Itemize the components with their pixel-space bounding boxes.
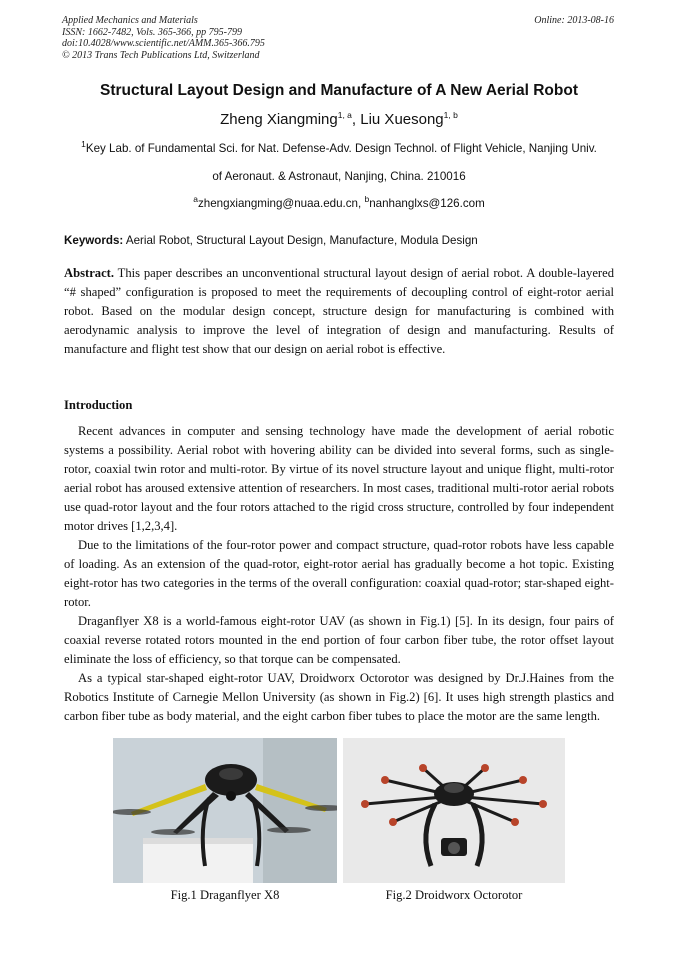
draganflyer-illustration xyxy=(113,738,337,883)
affiliation-line-1 xyxy=(0,139,678,155)
figure-2-caption: Fig.2 Droidworx Octorotor xyxy=(385,888,523,902)
online-date: Online: 2013-08-16 xyxy=(534,15,614,26)
email-b: nanhanglxs@126.com xyxy=(369,197,485,210)
paper-title: Structural Layout Design and Manufacture of A New Aerial Robot xyxy=(100,82,578,99)
issn-line: ISSN: 1662-7482, Vols. 365-366, pp 795-799 xyxy=(62,26,242,38)
running-header xyxy=(62,15,265,61)
intro-paragraph-1: Recent advances in computer and sensing technology have made the development of aerial robotic systems a possibility. Aerial robot with hovering ability can be divided into several forms, such as single-rotor, coaxial twin rotor and multi-rotor. By virtue of its novel structure layout and unique flight, multi-rotor aerial robot has aroused extensive attention of researchers. In most cases, traditional multi-rotor aerial robots use quad-rotor layout and the four rotors attached to the rigid cross structure, controlled by four independent motor drives [1,2,3,4]. xyxy=(64,424,614,533)
abstract xyxy=(64,264,614,359)
author-line xyxy=(0,111,678,128)
introduction-heading: Introduction xyxy=(64,398,133,412)
copyright-line: © 2013 Trans Tech Publications Ltd, Switzerland xyxy=(62,49,260,61)
doi-line: doi:10.4028/www.scientific.net/AMM.365-366.795 xyxy=(62,38,265,49)
figure-1-image xyxy=(113,738,337,883)
email-a: zhengxiangming@nuaa.edu.cn, xyxy=(197,197,365,210)
keywords-label: Keywords: xyxy=(64,234,124,247)
figure-1-caption: Fig.1 Draganflyer X8 xyxy=(170,888,280,902)
intro-paragraph-4: As a typical star-shaped eight-rotor UAV, Droidworx Octorotor was designed by Dr.J.Haines from the Robotics Institute of Carnegie Mellon University (as shown in Fig.2) [6]. It uses high strength plastics and carbon fiber tube as body material, and the eight carbon fiber tubes to place the motor are the same length. xyxy=(64,671,614,723)
affiliation-sup: 1 xyxy=(81,139,86,150)
figure-2-image xyxy=(343,738,565,883)
author-2-sup: 1, b xyxy=(443,110,458,120)
email-sup-a: a xyxy=(193,194,198,205)
author-2-name: Liu Xuesong xyxy=(360,111,444,128)
email-sup-b: b xyxy=(364,194,370,205)
octorotor-illustration xyxy=(343,738,565,883)
intro-paragraph-3: Draganflyer X8 is a world-famous eight-rotor UAV (as shown in Fig.1) [5]. In its design, four pairs of coaxial reverse rotated rotors mounted in the end portion of four carbon fiber tube, the rotor offset layout eliminate the loss of efficiency, so that torque can be compensated. xyxy=(64,614,614,666)
journal-name: Applied Mechanics and Materials xyxy=(62,15,198,26)
affiliation-line-2: of Aeronaut. & Astronaut, Nanjing, China. 210016 xyxy=(212,170,466,183)
affiliation-text-1: Key Lab. of Fundamental Sci. for Nat. Defense-Adv. Design Technol. of Flight Vehicle, Nanjing Univ. xyxy=(85,142,597,155)
author-separator: , xyxy=(351,111,361,128)
author-1-name: Zheng Xiangming xyxy=(220,111,338,128)
abstract-label: Abstract. xyxy=(64,266,115,280)
introduction-body xyxy=(64,422,614,726)
author-1-sup: 1, a xyxy=(337,110,352,120)
email-line xyxy=(0,194,678,210)
keywords xyxy=(64,234,478,247)
keywords-text: Aerial Robot, Structural Layout Design, Manufacture, Modula Design xyxy=(123,234,478,247)
abstract-text: This paper describes an unconventional structural layout design of aerial robot. A double-layered “# shaped” configuration is proposed to meet the requirements of decoupling control of eight-rotor aerial robot. Based on the modular design concept, structure design for manufacturing is combined with aerodynamic analysis to improve the level of integration of design and manufacturing. Results of manufacture and flight test show that our design on aerial robot is effective. xyxy=(64,266,614,356)
intro-paragraph-2: Due to the limitations of the four-rotor power and compact structure, quad-rotor robots have less capable of loading. As an extension of the quad-rotor, eight-rotor aerial has gradually become a hot topic. Existing eight-rotor has two categories in the terms of the overall configuration: coaxial quad-rotor; star-shaped eight-rotor. xyxy=(64,538,614,609)
